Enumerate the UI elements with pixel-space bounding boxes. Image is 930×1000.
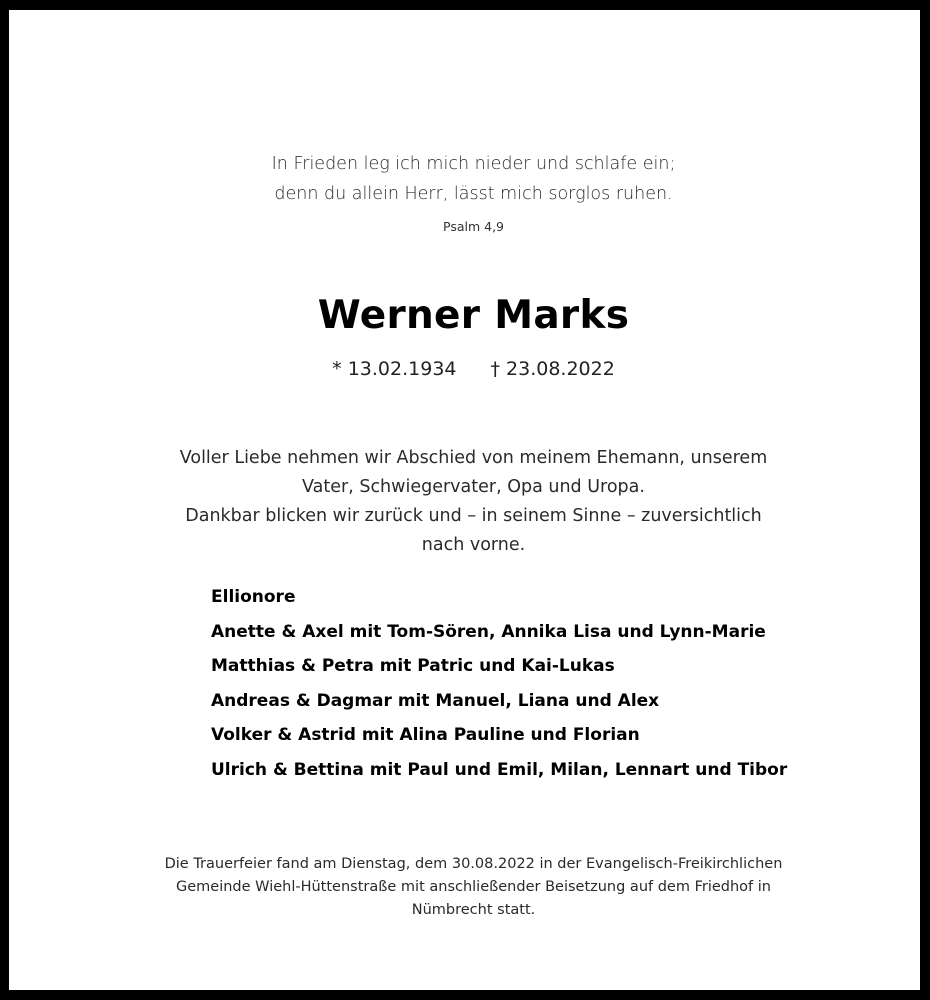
notice-line-3: Nümbrecht statt.: [411, 902, 536, 918]
family-list: [211, 580, 787, 787]
family-member: Ulrich & Bettina mit Paul und Emil, Milan, Lennart und Tibor: [211, 759, 788, 780]
notice-line-1: Die Trauerfeier fand am Dienstag, dem 30.08.2022 in der Evangelisch-Freikirchlichen: [164, 856, 783, 872]
tribute-text: [18, 444, 929, 560]
tribute-line-1: Voller Liebe nehmen wir Abschied von meinem Ehemann, unserem: [179, 448, 768, 468]
life-dates: [18, 358, 929, 380]
tribute-line-3: Dankbar blicken wir zurück und – in seinem Sinne – zuversichtlich: [185, 506, 762, 526]
family-member: Ellionore: [211, 587, 296, 607]
tribute-line-2: Vater, Schwiegervater, Opa und Uropa.: [302, 477, 645, 497]
notice-line-2: Gemeinde Wiehl-Hüttenstraße mit anschließender Beisetzung auf dem Friedhof in: [176, 879, 771, 895]
death-date: † 23.08.2022: [490, 358, 615, 380]
deceased-name: Werner Marks: [317, 293, 630, 338]
family-member: Volker & Astrid mit Alina Pauline und Florian: [211, 725, 640, 745]
tribute-line-4: nach vorne.: [421, 535, 526, 555]
family-member: Andreas & Dagmar mit Manuel, Liana und Alex: [211, 690, 660, 711]
family-member: Anette & Axel mit Tom-Sören, Annika Lisa und Lynn-Marie: [211, 621, 766, 642]
verse-source: Psalm 4,9: [443, 219, 504, 234]
bible-verse: [18, 149, 929, 209]
obituary-content: [18, 20, 929, 1000]
family-member: Matthias & Petra mit Patric und Kai-Lukas: [211, 656, 615, 676]
funeral-notice: [18, 853, 929, 922]
verse-line-1: In Frieden leg ich mich nieder und schlafe ein;: [271, 154, 676, 174]
birth-date: * 13.02.1934: [332, 358, 457, 380]
verse-line-2: denn du allein Herr, lässt mich sorglos ruhen.: [274, 184, 673, 204]
